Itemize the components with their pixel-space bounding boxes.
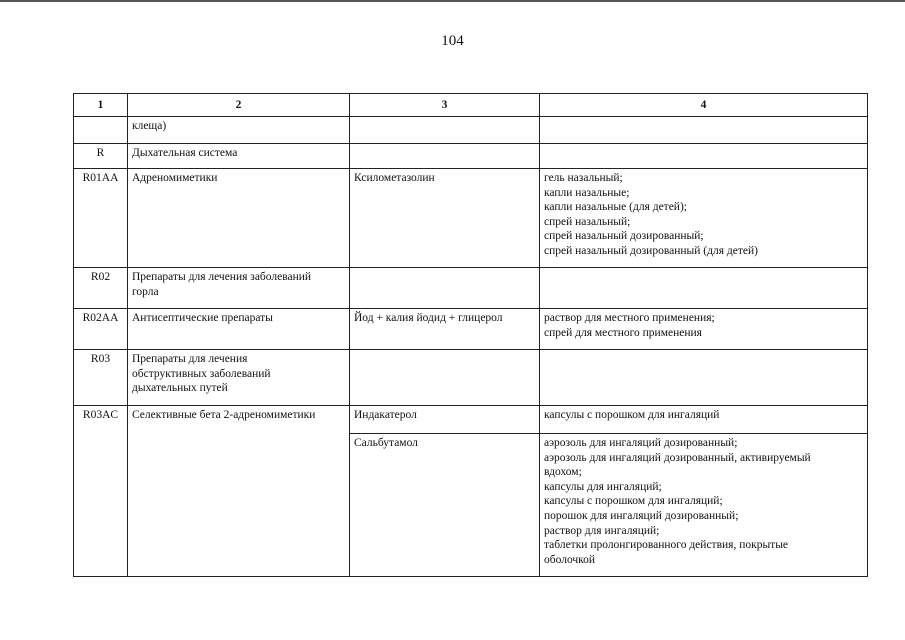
dosage-form-line: капли назальные; <box>544 186 630 199</box>
dosage-form-line: порошок для ингаляций дозированный; <box>544 509 739 522</box>
drug-cell: Йод + калия йодид + глицерол <box>350 309 540 350</box>
table-row <box>74 406 868 434</box>
dosage-form-line: раствор для ингаляций; <box>544 524 660 537</box>
atc-code-cell: R <box>74 144 128 169</box>
forms-cell <box>540 350 868 406</box>
atc-code-cell: R01AA <box>74 169 128 268</box>
drug-cell <box>350 350 540 406</box>
group-cell: Адреномиметики <box>128 169 350 268</box>
forms-cell <box>540 406 868 434</box>
group-line: Препараты для лечения заболеваний <box>132 271 312 283</box>
header-col-4: 4 <box>540 94 868 117</box>
dosage-form-line: капли назальные (для детей); <box>544 201 687 214</box>
atc-code-cell <box>74 117 128 144</box>
group-line: Препараты для лечения <box>132 353 248 365</box>
dosage-form-line: спрей назальный дозированный (для детей) <box>544 244 758 257</box>
table-row <box>74 309 868 350</box>
dosage-form-line: раствор для местного применения; <box>544 312 715 324</box>
table-row <box>74 144 868 169</box>
dosage-form-line: аэрозоль для ингаляций дозированный; <box>544 437 738 449</box>
atc-code-cell: R02AA <box>74 309 128 350</box>
group-cell: Селективные бета 2-адреномиметики <box>128 406 350 577</box>
page-number: 104 <box>441 33 464 49</box>
table-row <box>74 169 868 268</box>
dosage-form-line: капсулы для ингаляций; <box>544 480 662 493</box>
forms-cell <box>540 309 868 350</box>
dosage-form-line: оболочкой <box>544 553 596 566</box>
drug-cell: Индакатерол <box>350 406 540 434</box>
header-col-2: 2 <box>128 94 350 117</box>
drug-cell <box>350 268 540 309</box>
header-col-3: 3 <box>350 94 540 117</box>
drug-table <box>73 93 868 577</box>
group-cell: Антисептические препараты <box>128 309 350 350</box>
dosage-form-line: вдохом; <box>544 466 582 479</box>
dosage-form-line: спрей назальный; <box>544 215 631 228</box>
drug-cell <box>350 117 540 144</box>
table-row <box>74 268 868 309</box>
dosage-form-line: таблетки пролонгированного действия, покрытые <box>544 539 789 552</box>
forms-cell <box>540 144 868 169</box>
group-cell: Дыхательная система <box>128 144 350 169</box>
table-row <box>74 350 868 406</box>
group-line: дыхательных путей <box>132 382 228 395</box>
header-col-1: 1 <box>74 94 128 117</box>
dosage-form-line: аэрозоль для ингаляций дозированный, активируемый <box>544 451 811 464</box>
group-cell: клеща) <box>128 117 350 144</box>
group-cell <box>128 268 350 309</box>
forms-cell <box>540 434 868 577</box>
table-row <box>74 117 868 144</box>
forms-cell <box>540 117 868 144</box>
table-header-row <box>74 94 868 117</box>
atc-code-cell: R03 <box>74 350 128 406</box>
dosage-form-line: спрей для местного применения <box>544 326 702 339</box>
group-line: обструктивных заболеваний <box>132 367 271 380</box>
atc-code-cell: R02 <box>74 268 128 309</box>
drug-cell: Сальбутамол <box>350 434 540 577</box>
drug-cell: Ксилометазолин <box>350 169 540 268</box>
atc-code-cell: R03AC <box>74 406 128 577</box>
dosage-form-line: капсулы с порошком для ингаляций; <box>544 495 723 508</box>
group-cell <box>128 350 350 406</box>
dosage-form-line: гель назальный; <box>544 172 623 184</box>
page-top-border <box>0 0 905 2</box>
forms-cell <box>540 169 868 268</box>
group-line: горла <box>132 285 159 298</box>
drug-cell <box>350 144 540 169</box>
dosage-form-line: капсулы с порошком для ингаляций <box>544 409 720 421</box>
forms-cell <box>540 268 868 309</box>
dosage-form-line: спрей назальный дозированный; <box>544 230 704 243</box>
